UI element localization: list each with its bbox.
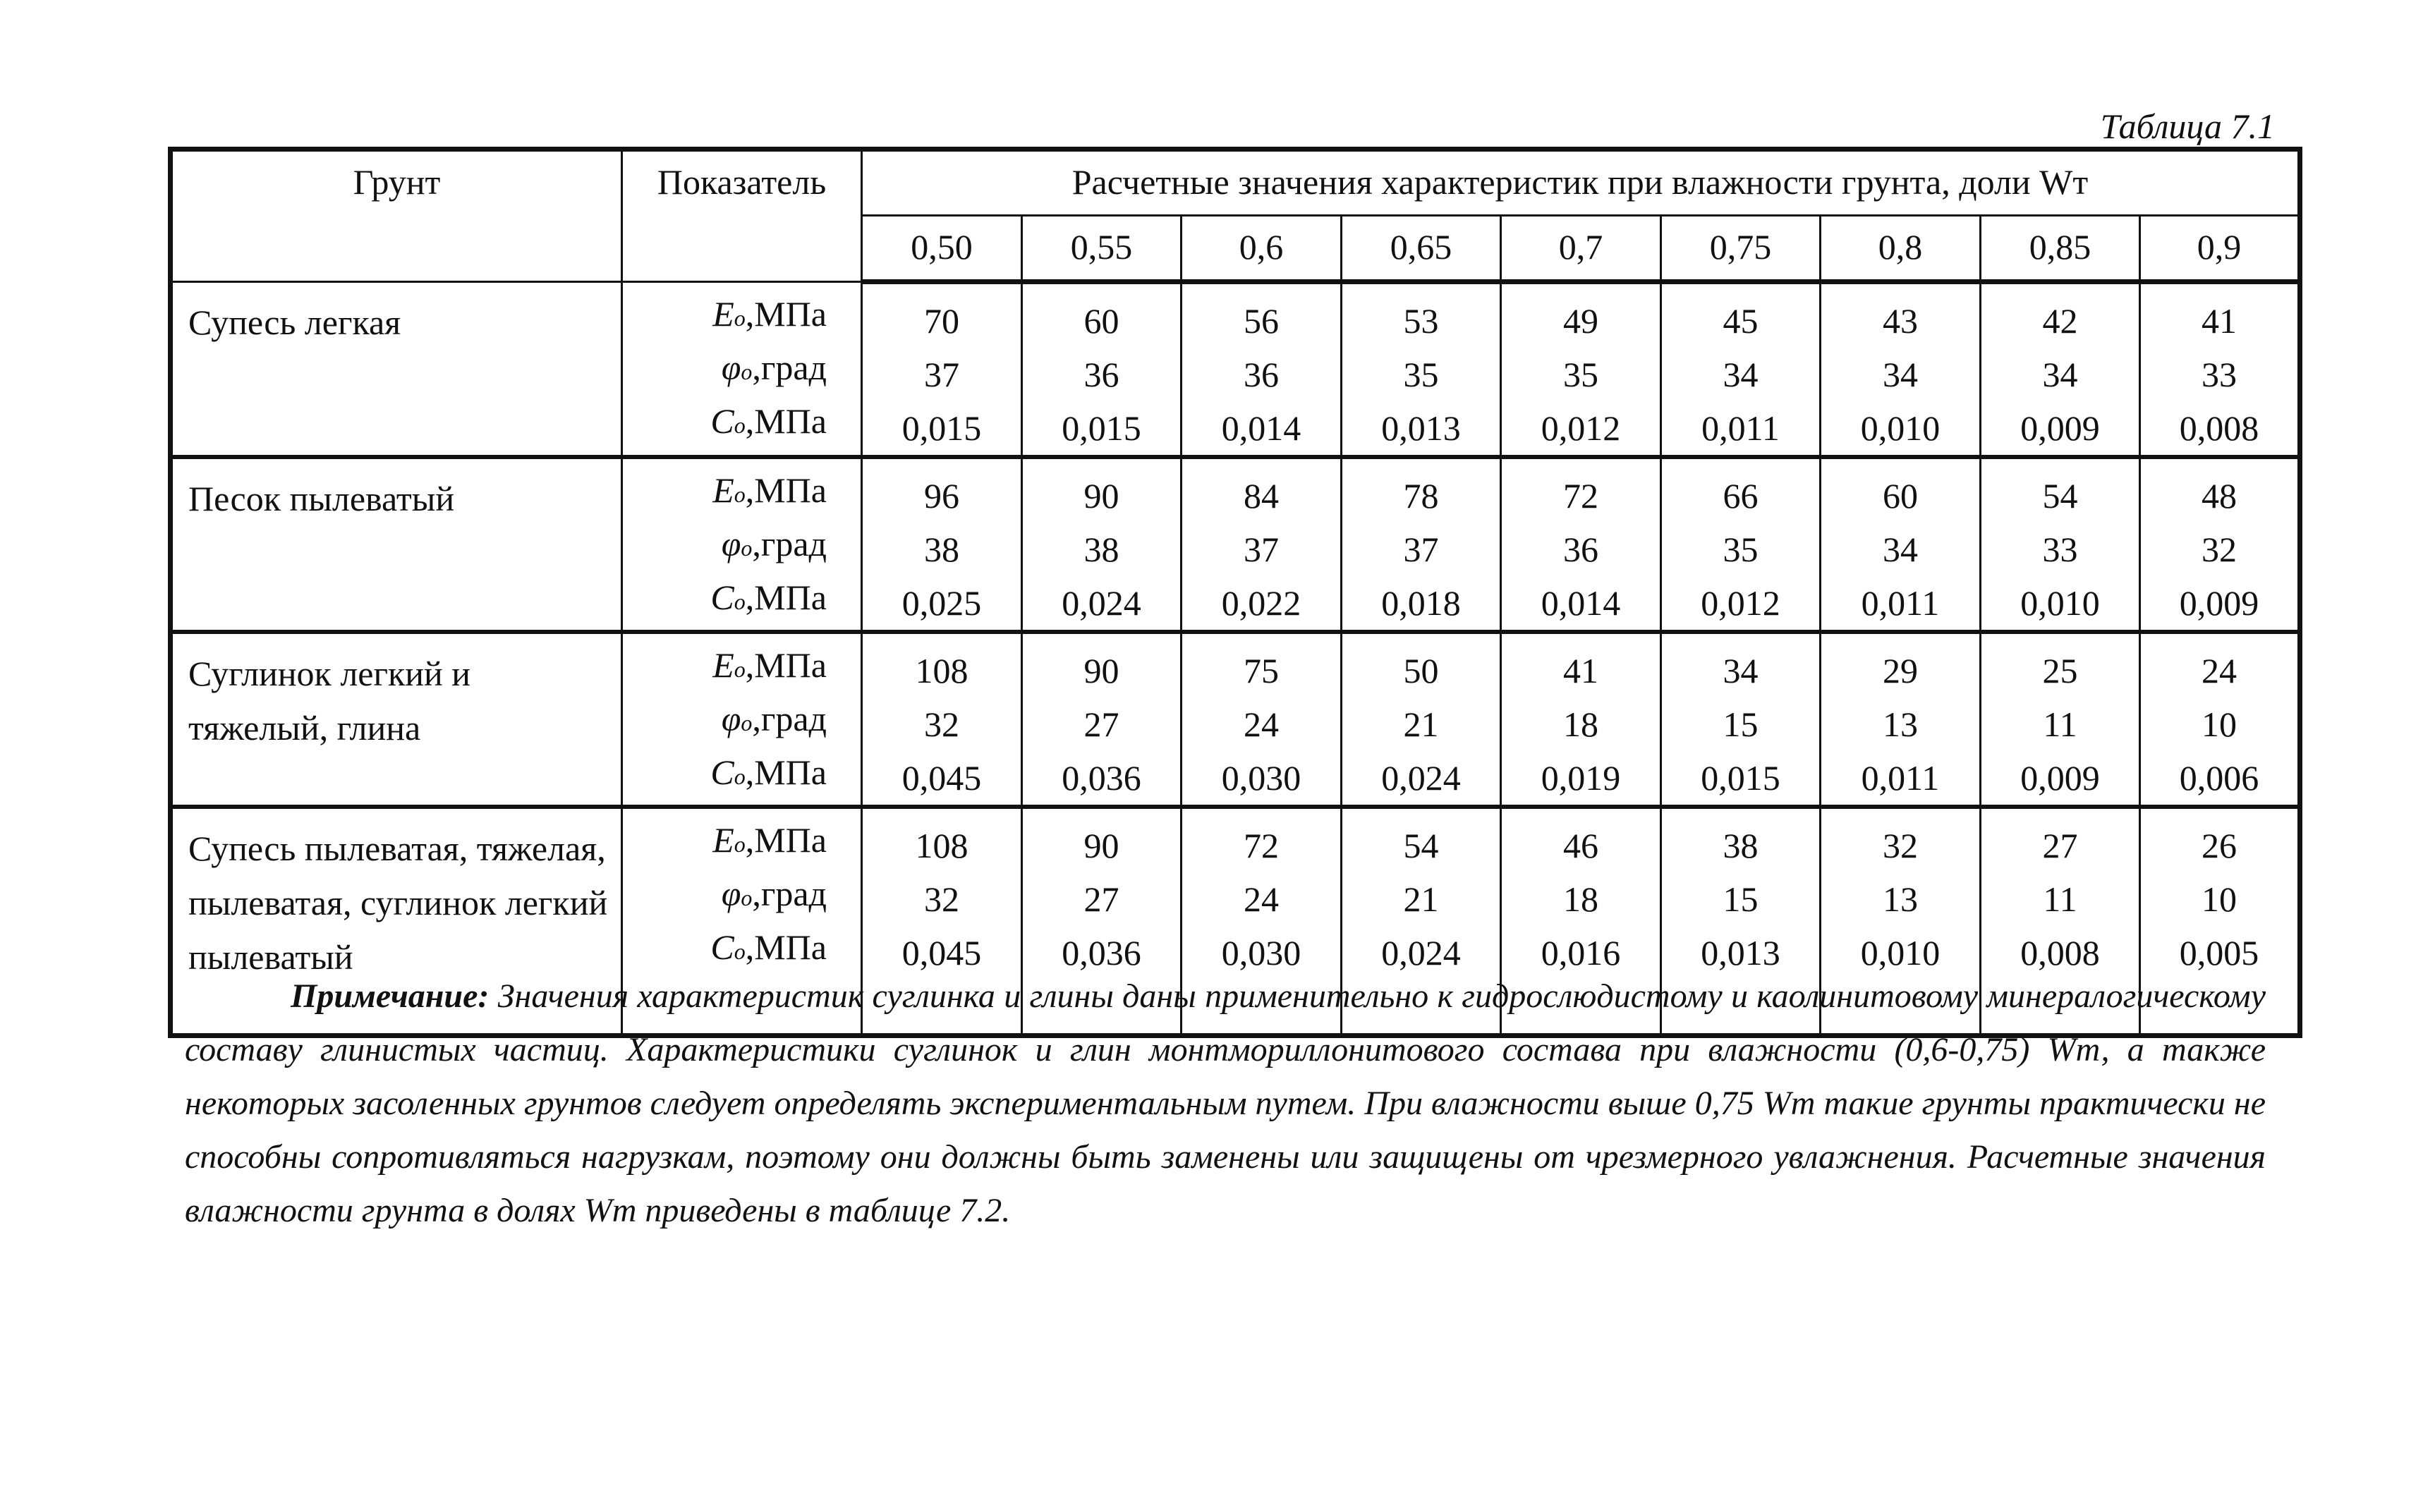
note-block — [185, 970, 2266, 1238]
soil-name: Супесь пылеватая, тяжелая, пылеватая, суглинок легкий пылеватый — [171, 807, 622, 1036]
value-cell — [1981, 457, 2140, 632]
value-E: 41 — [2202, 301, 2237, 341]
value-phi: 34 — [1723, 355, 1759, 394]
value-E: 24 — [2202, 651, 2237, 690]
value-C: 0,011 — [1701, 408, 1780, 448]
note-text: Значения характеристик суглинка и глины даны применительно к гидрослюдистому и каолинитовому минералогическому составу глинистых частиц. Характеристики суглинок и глин монтмориллонитового состава при влажности (0,6-0,75) Wт, а также некоторых засоленных грунтов следует определять экспериментальным путем. При влажности выше 0,75 Wт такие грунты практически не способны сопротивляться нагрузкам, поэтому они должны быть заменены или защищены от чрезмерного увлажнения. Расчетные значения влажности грунта в долях Wт приведены в таблице 7.2. — [185, 977, 2266, 1229]
value-C: 0,014 — [1221, 408, 1301, 448]
value-E: 90 — [1083, 476, 1119, 516]
param-line: φ o , град — [623, 867, 827, 920]
value-phi: 35 — [1403, 355, 1439, 394]
value-C: 0,013 — [1701, 933, 1780, 973]
value-E: 60 — [1083, 301, 1119, 341]
value-phi: 15 — [1723, 879, 1759, 919]
value-cell — [1501, 632, 1661, 807]
param-unit: МПа — [754, 578, 827, 617]
value-cell — [862, 282, 1022, 458]
param-cell — [622, 632, 862, 807]
value-cell — [862, 457, 1022, 632]
value-E: 42 — [2042, 301, 2078, 341]
value-C: 0,009 — [2179, 583, 2259, 623]
value-C: 0,005 — [2179, 933, 2259, 973]
value-phi: 34 — [1883, 355, 1918, 394]
soil-name: Суглинок легкий и тяжелый, глина — [171, 632, 622, 807]
value-phi: 37 — [1403, 530, 1439, 569]
value-C: 0,045 — [901, 933, 982, 973]
value-C: 0,030 — [1221, 933, 1301, 973]
param-cell — [622, 457, 862, 632]
value-cell — [2140, 632, 2300, 807]
value-E: 53 — [1403, 301, 1439, 341]
value-E: 25 — [2042, 651, 2078, 690]
value-C: 0,019 — [1541, 758, 1621, 798]
value-C: 0,036 — [1062, 933, 1141, 973]
value-E: 48 — [2202, 476, 2237, 516]
param-unit: град — [760, 874, 827, 913]
value-phi: 35 — [1723, 530, 1759, 569]
value-E: 90 — [1083, 651, 1119, 690]
value-C: 0,025 — [901, 583, 982, 623]
value-C: 0,012 — [1701, 583, 1780, 623]
value-cell — [1501, 282, 1661, 458]
value-phi: 35 — [1563, 355, 1598, 394]
header-param: Показатель — [622, 150, 862, 282]
param-unit: МПа — [754, 401, 827, 441]
moisture-level-header: 0,65 — [1342, 216, 1501, 282]
value-cell — [1342, 282, 1501, 458]
value-phi: 10 — [2202, 879, 2237, 919]
value-phi: 33 — [2202, 355, 2237, 394]
value-E: 72 — [1244, 826, 1279, 865]
value-cell — [1182, 632, 1342, 807]
value-E: 108 — [915, 651, 968, 690]
value-C: 0,010 — [1860, 408, 1941, 448]
param-line: E o , МПа — [623, 287, 827, 341]
param-line: C o , МПа — [623, 394, 827, 448]
moisture-level-header: 0,55 — [1022, 216, 1182, 282]
value-C: 0,010 — [2020, 583, 2100, 623]
value-phi: 27 — [1083, 705, 1119, 744]
value-C: 0,030 — [1221, 758, 1301, 798]
param-line: C o , МПа — [623, 745, 827, 799]
value-cell — [1821, 632, 1981, 807]
value-C: 0,011 — [1861, 758, 1940, 798]
moisture-level-header: 0,9 — [2140, 216, 2300, 282]
param-unit: МПа — [754, 470, 827, 510]
value-cell — [1182, 457, 1342, 632]
param-line: E o , МПа — [623, 463, 827, 517]
value-cell — [2140, 457, 2300, 632]
value-E: 43 — [1883, 301, 1918, 341]
header-soil: Грунт — [171, 150, 622, 282]
value-phi: 32 — [924, 705, 959, 744]
moisture-level-header: 0,75 — [1661, 216, 1821, 282]
soil-properties-table — [168, 147, 2302, 1038]
value-cell — [1022, 282, 1182, 458]
moisture-level-header: 0,50 — [862, 216, 1022, 282]
value-C: 0,009 — [2020, 758, 2100, 798]
value-phi: 38 — [924, 530, 959, 569]
value-E: 54 — [2042, 476, 2078, 516]
value-cell — [1661, 282, 1821, 458]
value-E: 41 — [1563, 651, 1598, 690]
param-unit: град — [760, 348, 827, 387]
soil-group-row — [171, 282, 2300, 458]
value-C: 0,015 — [1701, 758, 1780, 798]
value-cell — [1342, 632, 1501, 807]
table-caption: Таблица 7.1 — [2100, 106, 2275, 146]
param-line: C o , МПа — [623, 571, 827, 624]
param-line: E o , МПа — [623, 638, 827, 692]
moisture-level-header: 0,85 — [1981, 216, 2140, 282]
value-phi: 34 — [1883, 530, 1918, 569]
value-C: 0,045 — [901, 758, 982, 798]
value-C: 0,010 — [1860, 933, 1941, 973]
value-C: 0,013 — [1381, 408, 1461, 448]
value-E: 49 — [1563, 301, 1598, 341]
value-E: 38 — [1723, 826, 1759, 865]
value-cell — [1342, 457, 1501, 632]
value-E: 26 — [2202, 826, 2237, 865]
value-phi: 32 — [924, 879, 959, 919]
value-E: 66 — [1723, 476, 1759, 516]
value-phi: 13 — [1883, 705, 1918, 744]
value-phi: 34 — [2042, 355, 2078, 394]
value-C: 0,036 — [1062, 758, 1141, 798]
value-C: 0,009 — [2020, 408, 2100, 448]
value-phi: 21 — [1403, 705, 1439, 744]
value-phi: 38 — [1083, 530, 1119, 569]
value-phi: 11 — [2043, 879, 2077, 919]
value-phi: 18 — [1563, 879, 1598, 919]
value-E: 32 — [1883, 826, 1918, 865]
value-E: 108 — [915, 826, 968, 865]
value-phi: 37 — [1244, 530, 1279, 569]
value-C: 0,012 — [1541, 408, 1621, 448]
value-E: 75 — [1244, 651, 1279, 690]
param-line: φ o , град — [623, 692, 827, 745]
soil-name: Супесь легкая — [171, 282, 622, 458]
value-cell — [1022, 632, 1182, 807]
moisture-level-header: 0,8 — [1821, 216, 1981, 282]
value-phi: 36 — [1244, 355, 1279, 394]
value-E: 96 — [924, 476, 959, 516]
value-C: 0,011 — [1861, 583, 1940, 623]
param-unit: МПа — [754, 752, 827, 792]
value-C: 0,024 — [1381, 933, 1461, 973]
value-cell — [862, 632, 1022, 807]
soil-name: Песок пылеватый — [171, 457, 622, 632]
value-C: 0,008 — [2020, 933, 2100, 973]
value-E: 50 — [1403, 651, 1439, 690]
value-cell — [1182, 282, 1342, 458]
moisture-level-header: 0,6 — [1182, 216, 1342, 282]
value-E: 78 — [1403, 476, 1439, 516]
param-unit: град — [760, 524, 827, 563]
param-cell — [622, 282, 862, 458]
value-cell — [1821, 282, 1981, 458]
value-E: 72 — [1563, 476, 1598, 516]
value-E: 54 — [1403, 826, 1439, 865]
value-phi: 36 — [1083, 355, 1119, 394]
value-phi: 11 — [2043, 705, 2077, 744]
value-cell — [1501, 457, 1661, 632]
value-C: 0,014 — [1541, 583, 1621, 623]
value-phi: 13 — [1883, 879, 1918, 919]
value-C: 0,024 — [1062, 583, 1141, 623]
value-E: 45 — [1723, 301, 1759, 341]
header-values: Расчетные значения характеристик при влажности грунта, доли Wт — [862, 150, 2300, 216]
value-E: 90 — [1083, 826, 1119, 865]
value-C: 0,015 — [1062, 408, 1141, 448]
value-cell — [1022, 457, 1182, 632]
value-E: 60 — [1883, 476, 1918, 516]
param-unit: МПа — [754, 645, 827, 685]
value-phi: 33 — [2042, 530, 2078, 569]
value-C: 0,006 — [2179, 758, 2259, 798]
value-E: 84 — [1244, 476, 1279, 516]
value-cell — [1661, 457, 1821, 632]
value-E: 29 — [1883, 651, 1918, 690]
value-C: 0,008 — [2179, 408, 2259, 448]
value-phi: 37 — [924, 355, 959, 394]
value-phi: 15 — [1723, 705, 1759, 744]
value-E: 46 — [1563, 826, 1598, 865]
value-cell — [1821, 457, 1981, 632]
value-E: 27 — [2042, 826, 2078, 865]
value-phi: 36 — [1563, 530, 1598, 569]
soil-group-row — [171, 632, 2300, 807]
value-phi: 24 — [1244, 879, 1279, 919]
param-unit: МПа — [754, 820, 827, 860]
param-unit: град — [760, 699, 827, 738]
param-line: C o , МПа — [623, 920, 827, 974]
value-phi: 24 — [1244, 705, 1279, 744]
value-cell — [2140, 282, 2300, 458]
moisture-level-header: 0,7 — [1501, 216, 1661, 282]
value-phi: 21 — [1403, 879, 1439, 919]
value-phi: 32 — [2202, 530, 2237, 569]
param-line: φ o , град — [623, 517, 827, 571]
param-line: φ o , град — [623, 341, 827, 394]
param-line: E o , МПа — [623, 813, 827, 867]
value-C: 0,024 — [1381, 758, 1461, 798]
value-phi: 27 — [1083, 879, 1119, 919]
table-body — [171, 282, 2300, 1036]
value-C: 0,015 — [901, 408, 982, 448]
value-E: 34 — [1723, 651, 1759, 690]
value-cell — [1661, 632, 1821, 807]
value-C: 0,016 — [1541, 933, 1621, 973]
value-E: 56 — [1244, 301, 1279, 341]
note-label: Примечание: — [291, 977, 490, 1015]
value-E: 70 — [924, 301, 959, 341]
value-cell — [1981, 282, 2140, 458]
value-phi: 18 — [1563, 705, 1598, 744]
value-C: 0,022 — [1221, 583, 1301, 623]
param-unit: МПа — [754, 294, 827, 334]
value-C: 0,018 — [1381, 583, 1461, 623]
value-cell — [1981, 632, 2140, 807]
param-unit: МПа — [754, 927, 827, 967]
value-phi: 10 — [2202, 705, 2237, 744]
soil-group-row — [171, 457, 2300, 632]
